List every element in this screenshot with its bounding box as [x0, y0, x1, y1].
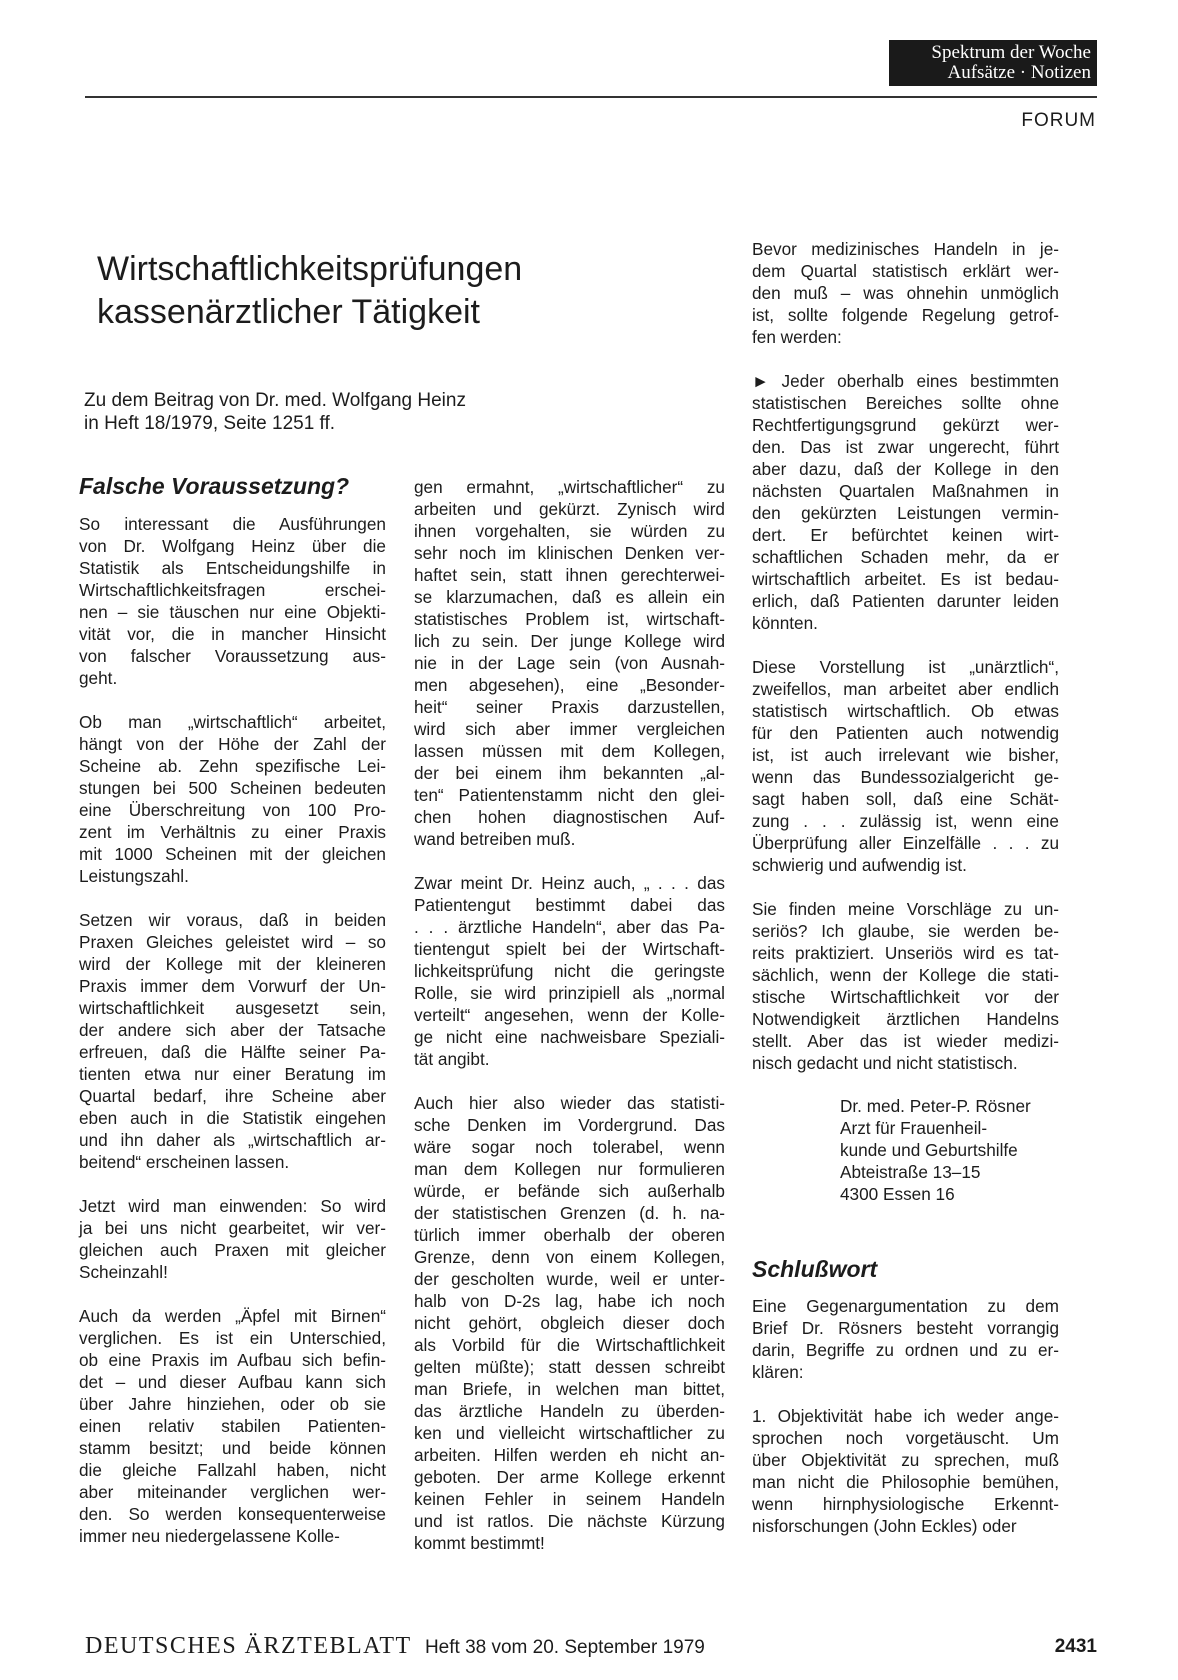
- text-line: sächlich, wenn der Kollege die stati-: [752, 965, 1059, 985]
- section-tag: [889, 40, 1097, 86]
- text-line: arbeiten. Hilfen werden eh nicht an-: [414, 1445, 725, 1465]
- text-line: wand betreiben muß.: [414, 829, 576, 849]
- text-line: man nicht die Philosophie bemühen,: [752, 1472, 1059, 1492]
- column-3-body-2: [752, 1295, 1059, 1537]
- text-line: nie in der Lage sein (von Ausnah-: [414, 653, 725, 673]
- text-line: se klarzumachen, daß es allein ein: [414, 587, 725, 607]
- text-line: Notwendigkeit ärztlichen Handelns: [752, 1009, 1059, 1029]
- text-line: wäre sogar noch tolerabel, wenn: [414, 1137, 725, 1157]
- signature-line: Abteistraße 13–15: [840, 1162, 981, 1182]
- column-3: [752, 238, 1059, 1559]
- paragraph: [414, 1092, 725, 1554]
- section-label: FORUM: [1021, 110, 1096, 131]
- text-line: könnten.: [752, 613, 818, 633]
- text-line: statistisch wirtschaftlich. Ob etwas: [752, 701, 1059, 721]
- text-line: sprochen noch vorgetäuscht. Um: [752, 1428, 1059, 1448]
- text-line: Eine Gegenargumentation zu dem: [752, 1296, 1059, 1316]
- text-line: chen hohen diagnostischen Auf-: [414, 807, 725, 827]
- text-line: 1. Objektivität habe ich weder ange-: [752, 1406, 1059, 1426]
- text-line: sehr noch im klinischen Denken ver-: [414, 543, 725, 563]
- text-line: die gleiche Fallzahl haben, nicht: [79, 1460, 386, 1480]
- text-line: kommt bestimmt!: [414, 1533, 545, 1553]
- text-line: sagt haben soll, daß eine Schät-: [752, 789, 1059, 809]
- text-line: wenn das Bundessozialgericht ge-: [752, 767, 1059, 787]
- signature-line: Arzt für Frauenheil-: [840, 1118, 988, 1138]
- text-line: der andere sich aber der Tatsache: [79, 1020, 386, 1040]
- text-line: eben auch in die Statistik eingehen: [79, 1108, 386, 1128]
- paragraph: [79, 513, 386, 689]
- text-line: nächsten Quartalen Maßnahmen in: [752, 481, 1059, 501]
- page-footer: [85, 1633, 1097, 1660]
- text-line: halb von D-2s lag, habe ich noch: [414, 1291, 725, 1311]
- text-line: Leistungszahl.: [79, 866, 189, 886]
- text-line: wenn hirnphysiologische Erkennt-: [752, 1494, 1059, 1514]
- text-line: gen ermahnt, „wirtschaftlicher“ zu: [414, 477, 725, 497]
- text-line: der statistischen Grenzen (d. h. na-: [414, 1203, 725, 1223]
- text-line: man dem Kollegen nur formulieren: [414, 1159, 725, 1179]
- paragraph: [752, 238, 1059, 348]
- text-line: Ob man „wirtschaftlich“ arbeitet,: [79, 712, 386, 732]
- text-line: beitend“ erscheinen lassen.: [79, 1152, 290, 1172]
- text-line: statistischen Bereiches sollte ohne: [752, 393, 1059, 413]
- text-line: nisforschungen (John Eckles) oder: [752, 1516, 1017, 1536]
- text-line: den. Das ist zwar ungerecht, führt: [752, 437, 1059, 457]
- text-line: arbeiten und gekürzt. Zynisch wird: [414, 499, 725, 519]
- header-rule: [85, 96, 1097, 98]
- paragraph: [79, 1305, 386, 1547]
- text-line: lich zu sein. Der junge Kollege wird: [414, 631, 725, 651]
- text-line: der gescholten wurde, weil er unter-: [414, 1269, 725, 1289]
- section-heading: Falsche Voraussetzung?: [79, 473, 350, 499]
- text-line: fen werden:: [752, 327, 842, 347]
- text-line: tät angibt.: [414, 1049, 490, 1069]
- text-line: darin, Begriffe zu ordnen und zu er-: [752, 1340, 1059, 1360]
- text-line: stellt. Aber das ist wieder medizi-: [752, 1031, 1059, 1051]
- text-line: sche Denken im Vordergrund. Das: [414, 1115, 725, 1135]
- article-title-line: Wirtschaftlichkeitsprüfungen: [97, 250, 523, 288]
- text-line: vität vor, die in mancher Hinsicht: [79, 624, 386, 644]
- text-line: zung . . . zulässig ist, wenn eine: [752, 811, 1059, 831]
- text-line: das ärztliche Handeln zu überden-: [414, 1401, 725, 1421]
- paragraph: [414, 476, 725, 850]
- text-line: gelten müßte); statt dessen schreibt: [414, 1357, 725, 1377]
- text-line: Auch da werden „Äpfel mit Birnen“: [79, 1306, 386, 1326]
- text-line: aber dazu, daß der Kollege in den: [752, 459, 1059, 479]
- text-line: verglichen. Es ist ein Unterschied,: [79, 1328, 386, 1348]
- text-line: nisch gedacht und nicht statistisch.: [752, 1053, 1018, 1073]
- author-signature: [840, 1095, 1059, 1205]
- text-line: Sie finden meine Vorschläge zu un-: [752, 899, 1059, 919]
- text-line: men abgesehen), eine „Besonder-: [414, 675, 725, 695]
- text-line: der bei einem ihm bekannten „al-: [414, 763, 725, 783]
- text-line: als Vorbild für die Wirtschaftlichkeit: [414, 1335, 725, 1355]
- text-line: schwierig und aufwendig ist.: [752, 855, 967, 875]
- text-line: ken und vielleicht wirtschaftlicher zu: [414, 1423, 725, 1443]
- text-line: Setzen wir voraus, daß in beiden: [79, 910, 386, 930]
- signature-line: 4300 Essen 16: [840, 1184, 955, 1204]
- text-line: mit 1000 Scheinen mit der gleichen: [79, 844, 386, 864]
- text-line: gleichen auch Praxen mit gleicher: [79, 1240, 386, 1260]
- text-line: Jetzt wird man einwenden: So wird: [79, 1196, 386, 1216]
- text-line: den muß – was ohnehin unmöglich: [752, 283, 1059, 303]
- paragraph: [79, 711, 386, 887]
- paragraph: [414, 872, 725, 1070]
- text-line: det – und dieser Aufbau kann sich: [79, 1372, 386, 1392]
- text-line: verteilt“ angesehen, wenn der Kolle-: [414, 1005, 725, 1025]
- text-line: hängt von der Höhe der Zahl der: [79, 734, 386, 754]
- paragraph: [752, 1405, 1059, 1537]
- text-line: nicht gehört, obgleich dieser doch: [414, 1313, 725, 1333]
- text-line: und ihn daher als „wirtschaftlich ar-: [79, 1130, 386, 1150]
- text-line: zweifellos, man arbeitet aber endlich: [752, 679, 1059, 699]
- text-line: Grenze, denn von einem Kollegen,: [414, 1247, 725, 1267]
- text-line: So interessant die Ausführungen: [79, 514, 386, 534]
- text-line: Quartal bedarf, ihre Scheine aber: [79, 1086, 386, 1106]
- text-line: . . . ärztliche Handeln“, aber das Pa-: [414, 917, 725, 937]
- text-line: zent im Verhältnis zu einer Praxis: [79, 822, 386, 842]
- text-line: den. So werden konsequenterweise: [79, 1504, 386, 1524]
- text-line: wirtschaftlich arbeitet. Es ist bedau-: [752, 569, 1059, 589]
- text-line: Auch hier also wieder das statisti-: [414, 1093, 725, 1113]
- paragraph: [752, 898, 1059, 1074]
- text-line: Bevor medizinisches Handeln in je-: [752, 239, 1059, 259]
- text-line: stische Wirtschaftlichkeit vor der: [752, 987, 1059, 1007]
- text-line: ten“ Patientenstamm nicht den glei-: [414, 785, 725, 805]
- text-line: aber miteinander verglichen wer-: [79, 1482, 386, 1502]
- text-line: über Jahre hinziehen, oder ob sie: [79, 1394, 386, 1414]
- text-line: stamm besitzt; und beide können: [79, 1438, 386, 1458]
- text-line: seriös? Ich glaube, sie werden be-: [752, 921, 1059, 941]
- text-line: stungen bei 500 Scheinen bedeuten: [79, 778, 386, 798]
- text-line: wirtschaftlichkeit ausgesetzt sein,: [79, 998, 386, 1018]
- text-line: reits praktiziert. Unseriös wird es tat-: [752, 943, 1059, 963]
- text-line: Statistik als Entscheidungshilfe in: [79, 558, 386, 578]
- text-line: erfreuen, daß die Hälfte seiner Pa-: [79, 1042, 386, 1062]
- text-line: tientengut spielt bei der Wirtschaft-: [414, 939, 725, 959]
- text-line: einen relativ stabilen Patienten-: [79, 1416, 386, 1436]
- column-1-body: [79, 513, 386, 1547]
- text-line: ge nicht eine nachweisbare Speziali-: [414, 1027, 725, 1047]
- text-line: den gekürzten Leistungen vermin-: [752, 503, 1059, 523]
- signature-line: kunde und Geburtshilfe: [840, 1140, 1018, 1160]
- text-line: statistisches Problem ist, wirtschaft-: [414, 609, 725, 629]
- text-line: Brief Dr. Rösners besteht vorrangig: [752, 1318, 1059, 1338]
- text-line: Wirtschaftlichkeitsfragen erschei-: [79, 580, 386, 600]
- paragraph: [752, 370, 1059, 634]
- text-line: über Objektivität zu sprechen, muß: [752, 1450, 1059, 1470]
- text-line: türlich immer oberhalb der oberen: [414, 1225, 725, 1245]
- article-subtitle-line: in Heft 18/1979, Seite 1251 ff.: [84, 413, 336, 434]
- column-2-body: [414, 476, 725, 1554]
- text-line: keinen Fehler in seinem Handeln: [414, 1489, 725, 1509]
- text-line: Patientengut bestimmt dabei das: [414, 895, 725, 915]
- text-line: ► Jeder oberhalb eines bestimmten: [752, 371, 1059, 391]
- text-line: Praxen Gleiches geleistet wird – so: [79, 932, 386, 952]
- text-line: für den Patienten auch notwendig: [752, 723, 1059, 743]
- text-line: würde, er befände sich außerhalb: [414, 1181, 725, 1201]
- text-line: haftet sein, statt ihnen gerechterwei-: [414, 565, 725, 585]
- text-line: schaftlichen Schaden mehr, da er: [752, 547, 1059, 567]
- text-line: erlich, daß Patienten darunter leiden: [752, 591, 1059, 611]
- paragraph: [79, 1195, 386, 1283]
- column-2: [414, 476, 725, 1576]
- text-line: dem Quartal statistisch erklärt wer-: [752, 261, 1059, 281]
- text-line: wird der Kollege mit der kleineren: [79, 954, 386, 974]
- section-heading: Schlußwort: [752, 1256, 878, 1282]
- issue-info: Heft 38 vom 20. September 1979: [424, 1637, 705, 1658]
- article-title-line: kassenärztlicher Tätigkeit: [97, 293, 480, 331]
- text-line: klären:: [752, 1362, 804, 1382]
- text-line: von falscher Voraussetzung aus-: [79, 646, 386, 666]
- section-tag-line: Aufsätze · Notizen: [947, 62, 1091, 83]
- text-line: Diese Vorstellung ist „unärztlich“,: [752, 657, 1059, 677]
- text-line: Praxis immer dem Vorwurf der Un-: [79, 976, 386, 996]
- text-line: man Briefe, in welchen man bittet,: [414, 1379, 725, 1399]
- text-line: heit“ seiner Praxis darzustellen,: [414, 697, 725, 717]
- text-line: lassen müssen mit dem Kollegen,: [414, 741, 725, 761]
- text-line: eine Überschreitung von 100 Pro-: [79, 800, 386, 820]
- text-line: ob eine Praxis im Aufbau sich befin-: [79, 1350, 386, 1370]
- column-3-body: [752, 238, 1059, 1074]
- column-1: [79, 472, 386, 1569]
- text-line: ihnen vorgehalten, sie würden zu: [414, 521, 725, 541]
- paragraph: [752, 1295, 1059, 1383]
- text-line: Scheinzahl!: [79, 1262, 168, 1282]
- page-number: 2431: [1054, 1636, 1097, 1657]
- text-line: tienten etwa nur einer Beratung im: [79, 1064, 386, 1084]
- text-line: geht.: [79, 668, 118, 688]
- article-subtitle-line: Zu dem Beitrag von Dr. med. Wolfgang Heinz: [84, 390, 466, 411]
- article-subtitle: [84, 389, 584, 435]
- text-line: ja bei uns nicht gearbeitet, wir ver-: [79, 1218, 386, 1238]
- text-line: ist, ist auch irrelevant wie bisher,: [752, 745, 1059, 765]
- section-tag-line: Spektrum der Woche: [931, 42, 1091, 63]
- text-line: von Dr. Wolfgang Heinz über die: [79, 536, 386, 556]
- text-line: Überprüfung aller Einzelfälle . . . zu: [752, 833, 1059, 853]
- text-line: Rolle, sie wird prinzipiell als „normal: [414, 983, 725, 1003]
- text-line: Zwar meint Dr. Heinz auch, „ . . . das: [414, 873, 725, 893]
- journal-name: DEUTSCHES ÄRZTEBLATT: [85, 1633, 412, 1659]
- text-line: dert. Er befürchtet keinen wirt-: [752, 525, 1059, 545]
- paragraph: [752, 656, 1059, 876]
- signature-line: Dr. med. Peter-P. Rösner: [840, 1096, 1031, 1116]
- text-line: ist, sollte folgende Regelung getrof-: [752, 305, 1059, 325]
- text-line: wird sich aber immer vergleichen: [414, 719, 725, 739]
- text-line: Rechtfertigungsgrund gekürzt wer-: [752, 415, 1059, 435]
- text-line: Scheine ab. Zehn spezifische Lei-: [79, 756, 386, 776]
- article-title: [97, 248, 657, 334]
- text-line: immer neu niedergelassene Kolle-: [79, 1526, 340, 1546]
- text-line: lichkeitsprüfung nicht die geringste: [414, 961, 725, 981]
- text-line: und ist ratlos. Die nächste Kürzung: [414, 1511, 725, 1531]
- paragraph: [79, 909, 386, 1173]
- text-line: nen – sie täuschen nur eine Objekti-: [79, 602, 386, 622]
- text-line: geboten. Der arme Kollege erkennt: [414, 1467, 725, 1487]
